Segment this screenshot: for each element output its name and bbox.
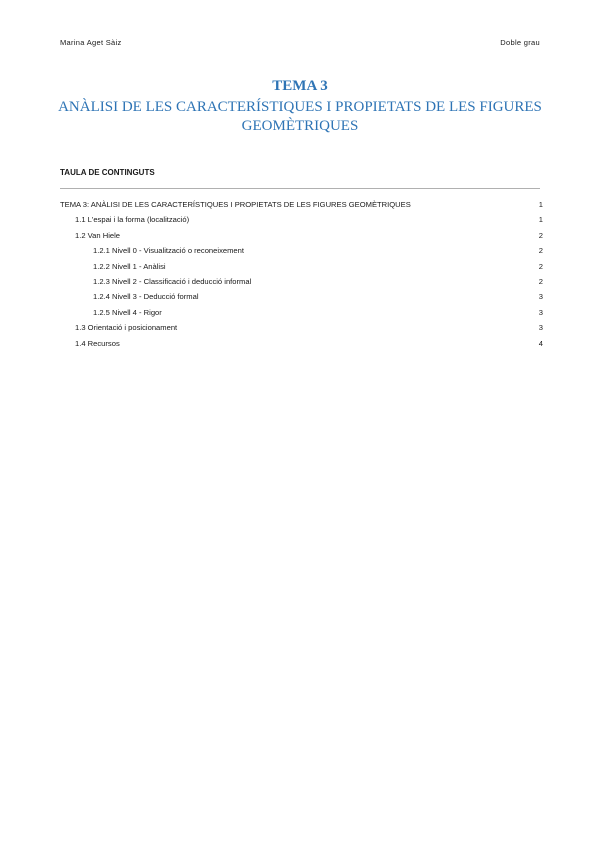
document-title: TEMA 3 — [272, 78, 328, 94]
toc-entry-1-4[interactable] — [60, 339, 543, 354]
toc-entry-label: TEMA 3: ANÀLISI DE LES CARACTERÍSTIQUES I PROPIETATS DE LES FIGURES GEOMÈTRIQUES — [60, 200, 411, 209]
toc-entry-page: 3 — [538, 323, 543, 333]
toc-entry-page: 1 — [538, 200, 543, 209]
toc-entry-page: 2 — [538, 276, 543, 286]
toc-entry-1-3[interactable] — [60, 323, 543, 338]
header-author: Marina Aget Sàiz — [60, 38, 122, 47]
toc-heading: TAULA DE CONTINGUTS — [60, 168, 155, 177]
document-subtitle: ANÀLISI DE LES CARACTERÍSTIQUES I PROPIETATS DE LES FIGURES GEOMÈTRIQUES — [58, 99, 542, 134]
toc-entry-1-2-2[interactable] — [60, 262, 543, 277]
toc-entry-1-2[interactable] — [60, 231, 543, 246]
toc-entry-label: 1.4 Recursos — [75, 338, 120, 348]
toc-entry-label: 1.2.1 Nivell 0 - Visualització o reconeixement — [93, 246, 244, 256]
toc-entry-page: 2 — [538, 246, 543, 256]
toc-entry-page: 3 — [538, 292, 543, 302]
toc-entry-tema-3[interactable] — [60, 200, 543, 215]
toc-entry-label: 1.2 Van Hiele — [75, 230, 121, 240]
toc-entry-page: 2 — [538, 230, 543, 240]
toc-entry-label: 1.1 L'espai i la forma (localització) — [75, 215, 190, 225]
toc-entry-1-1[interactable] — [60, 215, 543, 230]
toc-entry-label: 1.2.3 Nivell 2 - Classificació i deducció informal — [93, 276, 252, 286]
toc-entry-page: 1 — [538, 215, 543, 225]
toc-entry-label: 1.2.5 Nivell 4 - Rigor — [93, 307, 162, 317]
toc-entry-page: 2 — [538, 261, 543, 271]
toc-entry-label: 1.2.4 Nivell 3 - Deducció formal — [93, 292, 199, 302]
toc-entry-label: 1.3 Orientació i posicionament — [75, 323, 178, 333]
toc-entry-1-2-5[interactable] — [60, 308, 543, 323]
table-of-contents — [60, 200, 543, 354]
toc-entry-page: 3 — [538, 307, 543, 317]
toc-entry-1-2-3[interactable] — [60, 277, 543, 292]
toc-entry-1-2-1[interactable] — [60, 246, 543, 261]
toc-entry-page: 4 — [538, 338, 543, 348]
toc-divider — [60, 188, 540, 189]
header-course: Doble grau — [500, 38, 540, 47]
toc-entry-label: 1.2.2 Nivell 1 - Anàlisi — [93, 261, 166, 271]
toc-entry-1-2-4[interactable] — [60, 292, 543, 307]
